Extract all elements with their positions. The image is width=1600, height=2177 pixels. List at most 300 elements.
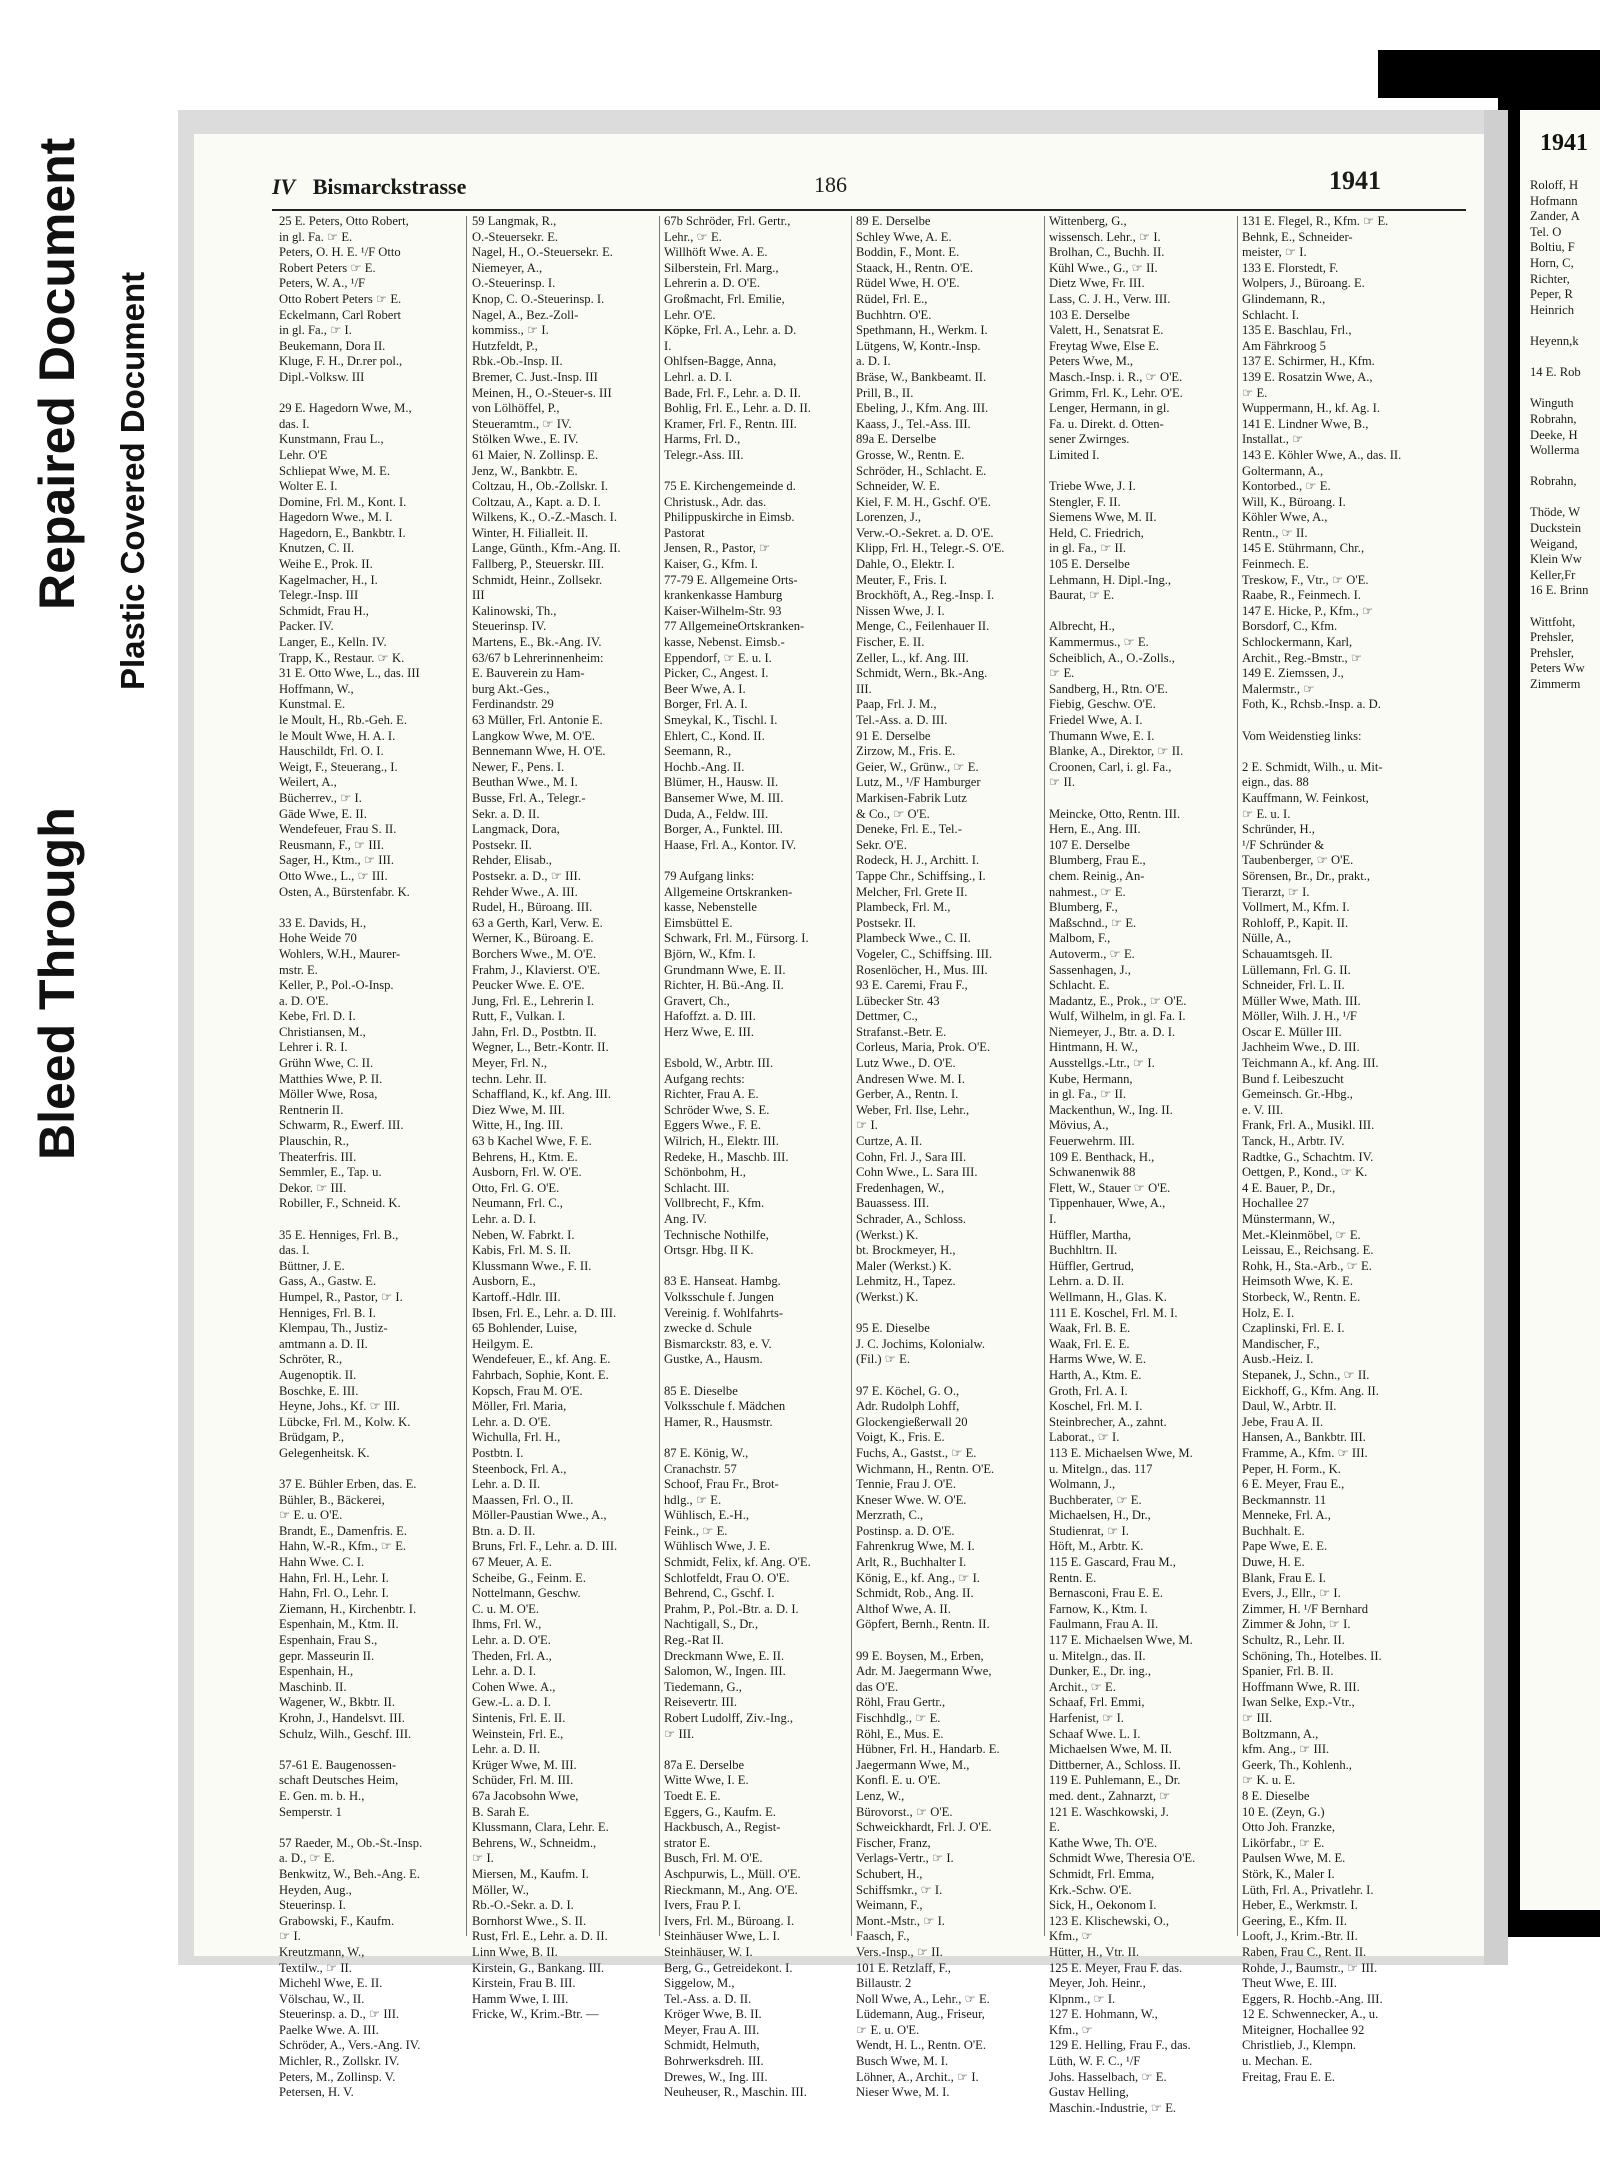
directory-entry-line: 109 E. Benthack, H.,: [1049, 1149, 1155, 1164]
directory-entry-line: Mandischer, F.,: [1242, 1336, 1320, 1351]
directory-entry-line: Treskow, F., Vtr., ☞ O'E.: [1242, 572, 1369, 587]
directory-entry-line: Malermstr., ☞: [1242, 681, 1315, 696]
directory-entry-line: Humpel, R., Pastor, ☞ I.: [279, 1289, 403, 1304]
directory-entry-line: E. Bauverein zu Ham-: [472, 666, 585, 681]
directory-entry-line: 59 Langmak, R.,: [472, 214, 557, 228]
directory-entry-line: in gl. Fa., ☞ II.: [1049, 1087, 1127, 1102]
directory-entry-line: 61 Maier, N. Zollinsp. E.: [472, 447, 599, 462]
directory-entry-line: Ibsen, Frl. E., Lehr. a. D. III.: [472, 1305, 617, 1320]
directory-entry-line: Kaiser, G., Kfm. I.: [664, 557, 758, 572]
directory-entry-line: 85 E. Dieselbe: [664, 1383, 738, 1398]
directory-entry-line: Buchhltrn. II.: [1049, 1243, 1118, 1258]
directory-entry-line: Zirzow, M., Fris. E.: [856, 744, 956, 759]
directory-entry-line: Philippuskirche in Eimsb.: [664, 510, 795, 525]
directory-entry-line: [279, 386, 467, 402]
adjacent-entry-line: [1530, 599, 1600, 615]
directory-entry-line: 8 E. Dieselbe: [1242, 1788, 1310, 1803]
directory-entry-line: Malbom, F.,: [1049, 931, 1111, 946]
directory-entry-line: [856, 1633, 1044, 1649]
directory-entry-line: Andresen Wwe. M. I.: [856, 1071, 965, 1086]
directory-entry-line: Steenbock, Frl. A.,: [472, 1461, 567, 1476]
directory-entry-line: Bansemer Wwe, M. III.: [664, 790, 784, 805]
directory-entry-line: Wühlisch Wwe, J. E.: [664, 1539, 771, 1554]
directory-entry-line: Reusmann, F., ☞ III.: [279, 837, 385, 852]
directory-entry-line: bt. Brockmeyer, H.,: [856, 1243, 956, 1258]
directory-entry-line: Postsekr. II.: [856, 915, 916, 930]
directory-entry-line: Koschel, Frl. M. I.: [1049, 1399, 1143, 1414]
street-name: Bismarckstrasse: [312, 174, 467, 199]
directory-entry-line: Möller, Frl. Maria,: [472, 1399, 567, 1414]
adjacent-entry-line: Heyenn,k: [1530, 333, 1579, 348]
directory-entry-line: Schwanenwik 88: [1049, 1165, 1136, 1180]
page-paper: [194, 134, 1484, 2115]
directory-entry-line: Hüffler, Gertrud,: [1049, 1258, 1134, 1273]
directory-entry-line: Otto Robert Peters ☞ E.: [279, 291, 402, 306]
directory-entry-line: Waak, Frl. B. E.: [1049, 1321, 1131, 1336]
directory-entry-line: 57-61 E. Baugenossen-: [279, 1757, 397, 1772]
directory-entry-line: Henniges, Frl. B. I.: [279, 1305, 376, 1320]
directory-entry-line: Schubert, H.,: [856, 1866, 923, 1881]
directory-entry-line: Wühlisch, E.-H.,: [664, 1508, 749, 1523]
directory-entry-line: Groth, Frl. A. I.: [1049, 1383, 1128, 1398]
directory-entry-line: Maler (Werkst.) K.: [856, 1258, 952, 1273]
directory-entry-line: Konfl. E. u. O'E.: [856, 1773, 941, 1788]
directory-entry-line: Johs. Hasselbach, ☞ E.: [1049, 2069, 1167, 2084]
directory-entry-line: Grundmann Wwe, E. II.: [664, 962, 786, 977]
directory-entry-line: Niemeyer, J., Btr. a. D. I.: [1049, 1024, 1176, 1039]
directory-entry-line: Büttner, J. E.: [279, 1258, 345, 1273]
directory-entry-line: Matthies Wwe, P. II.: [279, 1071, 383, 1086]
directory-entry-line: Meyer, Frau A. III.: [664, 2022, 760, 2037]
directory-entry-line: Dahle, O., Elektr. I.: [856, 557, 955, 572]
directory-entry-line: Petersen, H. V.: [279, 2085, 354, 2100]
directory-entry-line: Ivers, Frau P. I.: [664, 1898, 741, 1913]
adjacent-page-column: [1530, 178, 1600, 693]
directory-entry-line: Bürovorst., ☞ O'E.: [856, 1804, 953, 1819]
directory-entry-line: 79 Aufgang links:: [664, 868, 755, 883]
directory-entry-line: Kammermus., ☞ E.: [1049, 635, 1149, 650]
directory-entry-line: ☞ E. u. O'E.: [856, 2022, 920, 2037]
directory-entry-line: Bennemann Wwe, H. O'E.: [472, 744, 606, 759]
directory-column-3: [664, 214, 852, 2101]
directory-entry-line: Aufgang rechts:: [664, 1071, 745, 1086]
directory-entry-line: Rudel, H., Büroang. III.: [472, 900, 593, 915]
directory-entry-line: Met.-Kleinmöbel, ☞ E.: [1242, 1227, 1361, 1242]
directory-entry-line: Limited I.: [1049, 447, 1100, 462]
directory-entry-line: Oscar E. Müller III.: [1242, 1024, 1342, 1039]
directory-entry-line: Silberstein, Frl. Marg.,: [664, 260, 779, 275]
directory-entry-line: Peters, W. A., ¹/F: [279, 276, 365, 291]
directory-entry-line: Wittenberg, G.,: [1049, 214, 1127, 228]
directory-entry-line: Kreutzmann, W.,: [279, 1944, 365, 1959]
directory-entry-line: das. I.: [279, 416, 310, 431]
directory-entry-line: Archit., ☞ E.: [1049, 1679, 1116, 1694]
directory-entry-line: Eimsbüttel E.: [664, 915, 733, 930]
directory-entry-line: Kontorbed., ☞ E.: [1242, 479, 1331, 494]
directory-entry-line: Schröder, H., Schlacht. E.: [856, 463, 987, 478]
directory-entry-line: Steueramtm., ☞ IV.: [472, 416, 572, 431]
directory-entry-line: Kube, Hermann,: [1049, 1071, 1133, 1086]
directory-entry-line: Semmler, E., Tap. u.: [279, 1165, 382, 1180]
directory-entry-line: [856, 1306, 1044, 1322]
directory-entry-line: Steuerinsp. IV.: [472, 619, 547, 634]
directory-entry-line: Wohlers, W.H., Maurer-: [279, 946, 401, 961]
directory-entry-line: Jensen, R., Pastor, ☞: [664, 541, 771, 556]
directory-entry-line: Leissau, E., Reichsang. E.: [1242, 1243, 1374, 1258]
directory-entry-line: Nülle, A.,: [1242, 931, 1291, 946]
directory-entry-line: 93 E. Caremi, Frau F.,: [856, 978, 968, 993]
directory-entry-line: [1049, 464, 1237, 480]
directory-entry-line: Arlt, R., Buchhalter I.: [856, 1555, 967, 1570]
directory-entry-line: Otto, Frl. G. O'E.: [472, 1180, 560, 1195]
directory-entry-line: [664, 464, 852, 480]
directory-entry-line: Miteigner, Hochallee 92: [1242, 2022, 1365, 2037]
directory-entry-line: Rosenlöcher, H., Mus. III.: [856, 962, 988, 977]
directory-entry-line: 29 E. Hagedorn Wwe, M.,: [279, 401, 412, 416]
directory-entry-line: Teichmann A., kf. Ang. III.: [1242, 1056, 1379, 1071]
directory-entry-line: Schmidt, Frl. Emma,: [1049, 1866, 1155, 1881]
directory-entry-line: Schöning, Th., Hotelbes. II.: [1242, 1648, 1382, 1663]
directory-entry-line: Ang. IV.: [664, 1212, 707, 1226]
directory-entry-line: Buchberater, ☞ E.: [1049, 1492, 1142, 1507]
directory-entry-line: Klempau, Th., Justiz-: [279, 1321, 388, 1336]
directory-entry-line: in gl. Fa. ☞ E.: [279, 229, 353, 244]
directory-entry-line: Herz Wwe, E. III.: [664, 1024, 754, 1039]
directory-entry-line: Scheiblich, A., O.-Zolls.,: [1049, 650, 1175, 665]
directory-entry-line: Lehr. a. D. II.: [472, 1742, 541, 1757]
directory-entry-line: amtmann a. D. II.: [279, 1336, 368, 1351]
directory-entry-line: Aschpurwis, L., Müll. O'E.: [664, 1866, 801, 1881]
directory-entry-line: 135 E. Baschlau, Frl.,: [1242, 323, 1352, 338]
directory-entry-line: 35 E. Henniges, Frl. B.,: [279, 1227, 399, 1242]
directory-entry-line: 77 AllgemeineOrtskranken-: [664, 619, 805, 634]
directory-entry-line: Busse, Frl. A., Telegr.-: [472, 790, 586, 805]
directory-entry-line: Peucker Wwe. E. O'E.: [472, 978, 585, 993]
directory-entry-line: das O'E.: [856, 1679, 899, 1694]
directory-entry-line: kasse, Nebenstelle: [664, 900, 758, 915]
directory-entry-line: 57 Raeder, M., Ob.-St.-Insp.: [279, 1835, 423, 1850]
directory-entry-line: Ihms, Frl. W.,: [472, 1617, 542, 1632]
directory-entry-line: Schoof, Frau Fr., Brot-: [664, 1477, 779, 1492]
directory-entry-line: Hütter, H., Vtr. II.: [1049, 1944, 1140, 1959]
directory-entry-line: Lehrer i. R. I.: [279, 1040, 348, 1055]
directory-entry-line: Lehrerin a. D. O'E.: [664, 276, 760, 291]
directory-entry-line: Sekr. a. D. II.: [472, 806, 540, 821]
directory-entry-line: B. Sarah E.: [472, 1804, 530, 1819]
directory-entry-line: Frahm, J., Klavierst. O'E.: [472, 962, 601, 977]
directory-entry-line: Farnow, K., Ktm. I.: [1049, 1601, 1148, 1616]
directory-entry-line: Bernasconi, Frau E. E.: [1049, 1586, 1164, 1601]
directory-entry-line: Hohe Weide 70: [279, 931, 357, 946]
directory-entry-line: Meuter, F., Fris. I.: [856, 572, 947, 587]
directory-entry-line: Volksschule f. Jungen: [664, 1289, 774, 1304]
directory-entry-line: Wendt, H. L., Rentn. O'E.: [856, 2038, 986, 2053]
directory-entry-line: [1242, 744, 1430, 760]
directory-entry-line: Schmidt, Helmuth,: [664, 2038, 760, 2053]
adjacent-entry-line: Klein Ww: [1530, 552, 1582, 567]
directory-entry-line: Borger, A., Funktel. III.: [664, 822, 783, 837]
directory-entry-line: Hahn, Frl. O., Lehr. I.: [279, 1586, 389, 1601]
directory-entry-line: Paelke Wwe. A. III.: [279, 2022, 379, 2037]
directory-entry-line: Nachtigall, S., Dr.,: [664, 1617, 759, 1632]
directory-entry-line: Postsekr. II.: [472, 837, 532, 852]
directory-entry-line: 4 E. Bauer, P., Dr.,: [1242, 1180, 1336, 1195]
directory-entry-line: Diez Wwe, M. III.: [472, 1102, 565, 1117]
directory-entry-line: Frank, Frl. A., Musikl. III.: [1242, 1118, 1375, 1133]
directory-entry-line: ☞ E. u. I.: [1242, 806, 1291, 821]
directory-entry-line: Curtze, A. II.: [856, 1134, 923, 1149]
directory-entry-line: Hansen, A., Bankbtr. III.: [1242, 1430, 1366, 1445]
directory-entry-line: Vogeler, C., Schiffsing. III.: [856, 946, 993, 961]
directory-entry-line: Duda, A., Feldw. III.: [664, 806, 769, 821]
directory-column-1: [279, 214, 467, 2101]
directory-entry-line: Prahm, P., Pol.-Btr. a. D. I.: [664, 1601, 799, 1616]
directory-entry-line: 147 E. Hicke, P., Kfm., ☞: [1242, 603, 1374, 618]
directory-entry-line: Rehder, Elisab.,: [472, 853, 552, 868]
directory-entry-line: Will, K., Büroang. I.: [1242, 494, 1346, 509]
directory-entry-line: Kabis, Frl. M. S. II.: [472, 1243, 572, 1258]
directory-entry-line: Radtke, G., Schachtm. IV.: [1242, 1149, 1374, 1164]
directory-entry-line: Wolpers, J., Büroang. E.: [1242, 276, 1365, 291]
directory-entry-line: Maßschnd., ☞ E.: [1049, 915, 1137, 930]
directory-entry-line: Grimm, Frl. K., Lehr. O'E.: [1049, 385, 1183, 400]
directory-entry-line: Archit., Reg.-Bmstr., ☞: [1242, 650, 1363, 665]
directory-entry-line: Wagener, W., Bkbtr. II.: [279, 1695, 395, 1710]
directory-entry-line: Kunstmann, Frau L.,: [279, 432, 384, 447]
directory-entry-line: 67b Schröder, Frl. Gertr.,: [664, 214, 791, 228]
directory-entry-line: Martens, E., Bk.-Ang. IV.: [472, 635, 602, 650]
directory-entry-line: Newer, F., Pens. I.: [472, 759, 565, 774]
directory-entry-line: Likörfabr., ☞ E.: [1242, 1835, 1325, 1850]
directory-entry-line: med. dent., Zahnarzt, ☞: [1049, 1788, 1171, 1803]
directory-entry-line: Hagedorn Wwe., M. I.: [279, 510, 393, 525]
directory-entry-line: 137 E. Schirmer, H., Kfm.: [1242, 354, 1375, 369]
directory-entry-line: Tierarzt, ☞ I.: [1242, 884, 1310, 899]
directory-entry-line: Kebe, Frl. D. I.: [279, 1009, 356, 1024]
directory-entry-line: 67 Meuer, A. E.: [472, 1555, 552, 1570]
directory-entry-line: Prill, B., II.: [856, 385, 914, 400]
directory-entry-line: Rohloff, P., Kapit. II.: [1242, 915, 1349, 930]
directory-entry-line: Busch Wwe, M. I.: [856, 2054, 949, 2069]
directory-entry-line: Schlacht. E.: [1049, 978, 1110, 993]
directory-entry-line: Harms Wwe, W. E.: [1049, 1352, 1147, 1367]
directory-entry-line: Hahn, Frl. H., Lehr. I.: [279, 1570, 389, 1585]
directory-entry-line: 31 E. Otto Wwe, L., das. III: [279, 666, 420, 681]
directory-entry-line: Kaiser-Wilhelm-Str. 93: [664, 603, 782, 618]
directory-entry-line: Raabe, R., Feinmech. I.: [1242, 588, 1361, 603]
directory-entry-line: [279, 1462, 467, 1478]
directory-entry-line: Beuthan Wwe., M. I.: [472, 775, 578, 790]
adjacent-entry-line: Keller,Fr: [1530, 567, 1576, 582]
directory-entry-line: Köpke, Frl. A., Lehr. a. D.: [664, 323, 797, 338]
directory-entry-line: [279, 1820, 467, 1836]
directory-entry-line: Vollbrecht, F., Kfm.: [664, 1196, 765, 1211]
directory-entry-line: Augenoptik. II.: [279, 1367, 357, 1382]
adjacent-entry-line: Roloff, H: [1530, 178, 1579, 192]
directory-entry-line: Goltermann, A.,: [1242, 463, 1324, 478]
directory-entry-line: nahmest., ☞ E.: [1049, 884, 1126, 899]
directory-entry-line: Peper, H. Form., K.: [1242, 1461, 1341, 1476]
directory-entry-line: Dittberner, A., Schloss. II.: [1049, 1757, 1181, 1772]
directory-entry-line: Klpnm., ☞ I.: [1049, 1991, 1116, 2006]
adjacent-entry-line: Hofmann: [1530, 193, 1578, 208]
directory-entry-line: Peters, O. H. E. ¹/F Otto: [279, 245, 401, 260]
directory-entry-line: chem. Reinig., An-: [1049, 868, 1145, 883]
directory-entry-line: Menge, C., Feilenhauer II.: [856, 619, 990, 634]
directory-entry-line: Tel.-Ass. a. D. III.: [856, 713, 948, 727]
directory-entry-line: Schultz, R., Lehr. II.: [1242, 1633, 1345, 1648]
directory-entry-line: ☞ II.: [1049, 775, 1075, 790]
directory-entry-line: Willhöft Wwe. A. E.: [664, 245, 768, 260]
adjacent-entry-line: Zander, A: [1530, 209, 1580, 224]
adjacent-entry-line: Prehsler,: [1530, 630, 1574, 645]
directory-entry-line: Schliepat Wwe, M. E.: [279, 463, 390, 478]
directory-entry-line: Tappe Chr., Schiffsing., I.: [856, 868, 986, 883]
page-number: 186: [814, 172, 847, 197]
section-number: IV: [272, 174, 296, 199]
directory-entry-line: eign., das. 88: [1242, 775, 1309, 790]
directory-entry-line: Lorenzen, J.,: [856, 510, 922, 525]
directory-entry-line: Sintenis, Frl. E. II.: [472, 1711, 566, 1725]
directory-entry-line: Bohrwerksdreh. III.: [664, 2054, 764, 2069]
directory-entry-line: Bund f. Leibeszucht: [1242, 1071, 1344, 1086]
directory-entry-line: Kauffmann, W. Feinkost,: [1242, 790, 1369, 805]
directory-entry-line: C. u. M. O'E.: [472, 1601, 539, 1616]
directory-entry-line: Kfm., ☞: [1049, 1929, 1093, 1944]
adjacent-entry-line: Heinrich: [1530, 302, 1575, 317]
directory-entry-line: Technische Nothilfe,: [664, 1227, 769, 1242]
directory-entry-line: hdlg., ☞ E.: [664, 1492, 722, 1507]
directory-entry-line: 129 E. Helling, Frau F., das.: [1049, 2038, 1191, 2053]
directory-entry-line: Evers, J., Ellr., ☞ I.: [1242, 1586, 1341, 1601]
directory-entry-line: Lass, C. J. H., Verw. III.: [1049, 291, 1171, 306]
directory-entry-line: Blanke, A., Direktor, ☞ II.: [1049, 744, 1184, 759]
directory-entry-line: Boschke, E. III.: [279, 1383, 359, 1398]
directory-entry-line: Haase, Frl. A., Kontor. IV.: [664, 837, 796, 852]
directory-entry-line: 117 E. Michaelsen Wwe, M.: [1049, 1633, 1193, 1648]
directory-entry-line: Bücherrev., ☞ I.: [279, 790, 362, 805]
directory-entry-line: Laborat., ☞ I.: [1049, 1430, 1120, 1445]
directory-entry-line: J. C. Jochims, Kolonialw.: [856, 1336, 985, 1351]
directory-entry-line: Schrader, A., Schloss.: [856, 1212, 967, 1226]
directory-entry-line: Fricke, W., Krim.-Btr. —: [472, 2007, 599, 2022]
directory-entry-line: Volksschule f. Mädchen: [664, 1399, 786, 1414]
directory-entry-line: Wolmann, J.,: [1049, 1477, 1116, 1492]
directory-entry-line: Telegr.-Insp. III: [279, 588, 359, 603]
directory-entry-line: Sandberg, H., Rtn. O'E.: [1049, 681, 1168, 696]
adjacent-entry-line: Thöde, W: [1530, 505, 1581, 520]
directory-entry-line: Köhler Wwe, A.,: [1242, 510, 1328, 525]
directory-entry-line: Heilgym. E.: [472, 1336, 534, 1351]
directory-entry-line: Behnk, E., Schneider-: [1242, 229, 1353, 244]
directory-entry-line: Ferdinandstr. 29: [472, 697, 554, 712]
directory-entry-line: Steinhäuser Wwe, L. I.: [664, 1929, 780, 1944]
directory-entry-line: Wilrich, H., Elektr. III.: [664, 1134, 779, 1149]
directory-entry-line: Cranachstr. 57: [664, 1461, 737, 1476]
directory-entry-line: Deneke, Frl. E., Tel.-: [856, 822, 962, 837]
directory-entry-line: Madantz, E., Prok., ☞ O'E.: [1049, 993, 1187, 1008]
directory-entry-line: ☞ I.: [472, 1851, 494, 1866]
directory-entry-line: Schmidt, Frau H.,: [279, 603, 369, 618]
directory-entry-line: strator E.: [664, 1835, 711, 1850]
directory-entry-line: Am Fährkroog 5: [1242, 338, 1326, 353]
adjacent-entry-line: Robrahn,: [1530, 411, 1577, 426]
directory-entry-line: schaft Deutsches Heim,: [279, 1773, 399, 1788]
directory-entry-line: Steinbrecher, A., zahnt.: [1049, 1414, 1167, 1429]
directory-entry-line: Sassenhagen, J.,: [1049, 962, 1131, 977]
directory-entry-line: kfm. Ang., ☞ III.: [1242, 1742, 1330, 1757]
directory-entry-line: Langer, E., Kelln. IV.: [279, 635, 387, 650]
scan-border-top: [1378, 50, 1600, 98]
directory-entry-line: Masch.-Insp. i. R., ☞ O'E.: [1049, 369, 1183, 384]
directory-entry-line: Lehmitz, H., Tapez.: [856, 1274, 956, 1289]
directory-entry-line: Hackbusch, A., Regist-: [664, 1820, 781, 1835]
directory-entry-line: ☞ E.: [1049, 666, 1075, 681]
directory-entry-line: Iwan Selke, Exp.-Vtr.,: [1242, 1695, 1355, 1710]
directory-entry-line: Miersen, M., Kaufm. I.: [472, 1866, 589, 1881]
directory-entry-line: Ehlert, C., Kond. II.: [664, 728, 765, 743]
directory-entry-line: Lehr. a. D. I.: [472, 1664, 536, 1679]
directory-entry-line: Schiffsmkr., ☞ I.: [856, 1882, 943, 1897]
directory-entry-line: Schmidt, Heinr., Zollsekr.: [472, 572, 603, 587]
directory-entry-line: Glockengießerwall 20: [856, 1414, 968, 1429]
directory-entry-line: Behrens, H., Ktm. E.: [472, 1149, 578, 1164]
directory-entry-line: Linn Wwe, B. II.: [472, 1944, 558, 1959]
column-divider: [466, 216, 467, 1936]
directory-entry-line: ☞ K. u. E.: [1242, 1773, 1296, 1788]
directory-entry-line: Bühler, B., Bäckerei,: [279, 1492, 385, 1507]
directory-entry-line: Paulsen Wwe, M. E.: [1242, 1851, 1346, 1866]
directory-entry-line: Schründer, H.,: [1242, 822, 1315, 837]
directory-entry-line: Keller, P., Pol.-O-Insp.: [279, 978, 394, 993]
directory-entry-line: Espenhain, M., Ktm. II.: [279, 1617, 399, 1632]
directory-entry-line: Bauassess. III.: [856, 1196, 930, 1211]
directory-entry-line: Grabowski, F., Kaufm.: [279, 1913, 395, 1928]
directory-entry-line: Oettgen, P., Kond., ☞ K.: [1242, 1165, 1368, 1180]
directory-entry-line: Zimmer & John, ☞ I.: [1242, 1617, 1351, 1632]
directory-entry-line: Eppendorf, ☞ E. u. I.: [664, 650, 772, 665]
directory-entry-line: Blümer, H., Hausw. II.: [664, 775, 779, 790]
directory-entry-line: Möller, Wilh. J. H., ¹/F: [1242, 1009, 1357, 1024]
directory-entry-line: Nissen Wwe, J. I.: [856, 603, 945, 618]
directory-entry-line: in gl. Fa., ☞ I.: [279, 323, 352, 338]
directory-entry-line: Rüdel Wwe, H. O'E.: [856, 276, 960, 291]
directory-entry-line: Eggers, R. Hochb.-Ang. III.: [1242, 1991, 1383, 2006]
adjacent-entry-line: Wollerma: [1530, 443, 1580, 458]
directory-entry-line: Meyer, Frl. N.,: [472, 1056, 548, 1071]
directory-entry-line: I.: [664, 338, 672, 353]
column-divider: [659, 216, 660, 1936]
directory-entry-line: Klussmann Wwe., F. II.: [472, 1258, 592, 1273]
directory-entry-line: Verw.-O.-Sekret. a. D. O'E.: [856, 525, 994, 540]
directory-entry-line: Vers.-Insp., ☞ II.: [856, 1944, 943, 1959]
directory-entry-line: Schüder, Frl. M. III.: [472, 1773, 574, 1788]
directory-entry-line: [856, 1368, 1044, 1384]
directory-entry-line: Gustke, A., Hausm.: [664, 1352, 763, 1367]
directory-entry-line: Tippenhauer, Wwe, A.,: [1049, 1196, 1166, 1211]
directory-entry-line: Wendefeuer, E., kf. Ang. E.: [472, 1352, 611, 1367]
directory-entry-line: Rentnerin II.: [279, 1102, 344, 1117]
directory-entry-line: Czaplinski, Frl. E. I.: [1242, 1321, 1345, 1336]
directory-entry-line: Kluge, F. H., Dr.rer pol.,: [279, 354, 403, 369]
directory-entry-line: Valett, H., Senatsrat E.: [1049, 323, 1164, 338]
directory-entry-line: Vereinig. f. Wohlfahrts-: [664, 1305, 784, 1320]
directory-entry-line: kasse, Nebenst. Eimsb.-: [664, 635, 785, 650]
directory-entry-line: Mövius, A.,: [1049, 1118, 1109, 1133]
directory-entry-line: Kartoff.-Hdlr. III.: [472, 1289, 561, 1304]
directory-entry-line: Ausborn, E.,: [472, 1274, 536, 1289]
directory-entry-line: Tel.-Ass. a. D. II.: [664, 1991, 752, 2006]
